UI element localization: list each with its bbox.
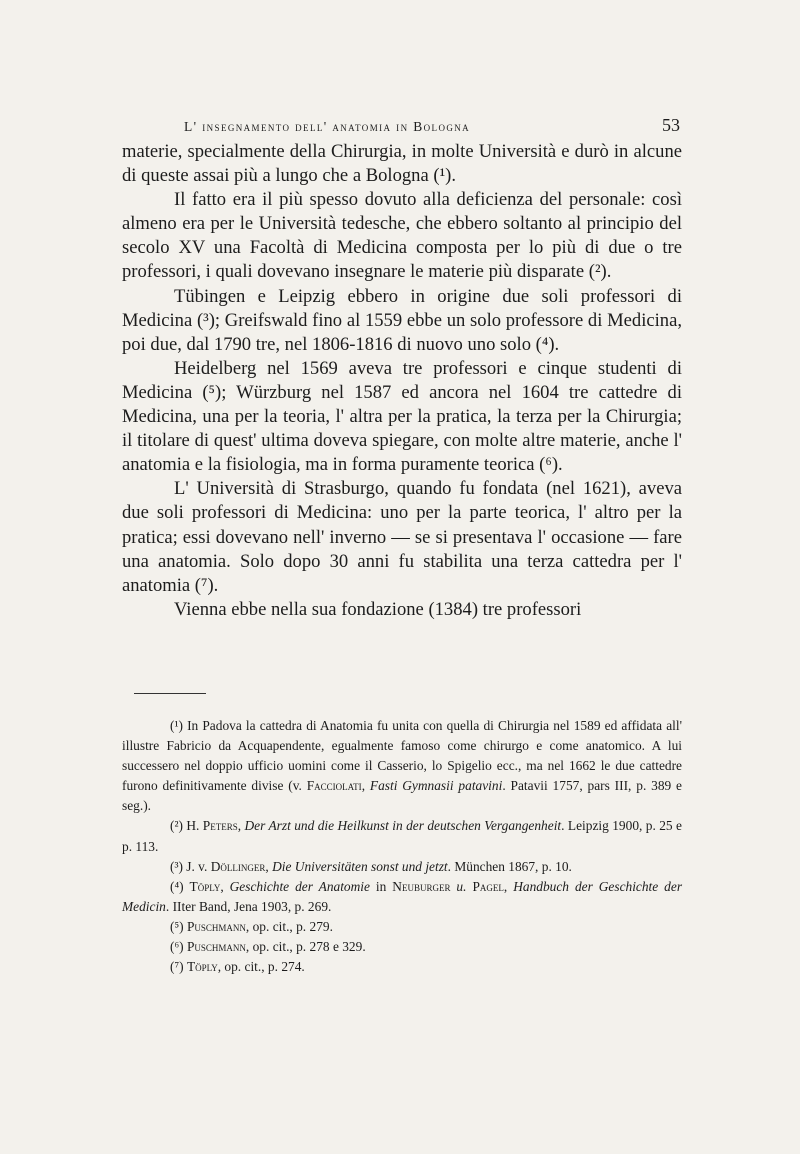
footnote-1: (¹) In Padova la cattedra di Anatomia fu unita con quella di Chirurgia nel 1589 ed affidata all' illustre Fabricio da Acquapendente, egualmente famoso come chirurgo e come anatomico. A lui successero nel doppio ufficio uomini come il Casserio, lo Spigelio ecc., ma nel 1662 le due cattedre furono definitivamente divise (v. Facciolati, Fasti Gymnasii patavini. Patavii 1757, pars III, p. 389 e seg.). bbox=[122, 718, 683, 814]
footnote-5: (⁵) Puschmann, op. cit., p. 279. bbox=[170, 918, 333, 934]
footnote-2: (²) H. Peters, Der Arzt und die Heilkunst in der deutschen Vergangenheit. Leipzig 1900, p. 25 e p. 113. bbox=[122, 818, 682, 854]
paragraph: Vienna ebbe nella sua fondazione (1384) tre professori bbox=[174, 598, 582, 620]
main-text bbox=[122, 140, 682, 622]
footnote-divider bbox=[134, 693, 206, 694]
paragraph: Tübingen e Leipzig ebbero in origine due soli professori di Medicina (³); Greifswald fino al 1559 ebbe un solo professore di Medicina, poi due, dal 1790 tre, nel 1806-1816 di nuovo uno solo (⁴). bbox=[122, 285, 682, 355]
footnote-6: (⁶) Puschmann, op. cit., p. 278 e 329. bbox=[170, 939, 366, 955]
footnotes bbox=[122, 716, 682, 977]
running-head: L' insegnamento dell' anatomia in Bologna bbox=[184, 119, 471, 134]
paragraph: Il fatto era il più spesso dovuto alla deficienza del personale: così almeno era per le Università tedesche, che ebbero soltanto al principio del secolo XV una Facoltà di Medicina composta per lo più di due o tre professori, i quali dovevano insegnare le materie più disparate (²). bbox=[122, 189, 682, 283]
paragraph: Heidelberg nel 1569 aveva tre professori e cinque studenti di Medicina (⁵); Würzburg nel 1587 ed ancora nel 1604 tre cattedre di Medicina, una per la teoria, l' altra per la pratica, la terza per la Chirurgia; il titolare di quest' ultima doveva spiegare, con molte altre materie, anche l' anatomia e la fisiologia, ma in forma puramente teorica (⁶). bbox=[122, 357, 682, 476]
footnote-4: (⁴) Töply, Geschichte der Anatomie in Neuburger u. Pagel, Handbuch der Geschichte der Medicin. IIter Band, Jena 1903, p. 269. bbox=[122, 878, 683, 914]
footnote-3: (³) J. v. Döllinger, Die Universitäten sonst und jetzt. München 1867, p. 10. bbox=[170, 858, 572, 874]
page-header bbox=[184, 115, 680, 137]
paragraph: L' Università di Strasburgo, quando fu fondata (nel 1621), aveva due soli professori di Medicina: uno per la parte teorica, l' altro per la pratica; essi dovevano nell' inverno — se si presentava l' occasione — fare una anatomia. Solo dopo 30 anni fu stabilita una terza cattedra per l' anatomia (⁷). bbox=[122, 478, 682, 596]
footnote-7: (⁷) Töply, op. cit., p. 274. bbox=[170, 959, 305, 975]
paragraph: materie, specialmente della Chirurgia, in molte Università e durò in alcune di queste assai più a lungo che a Bologna (¹). bbox=[122, 141, 682, 187]
page-number: 53 bbox=[662, 115, 680, 135]
